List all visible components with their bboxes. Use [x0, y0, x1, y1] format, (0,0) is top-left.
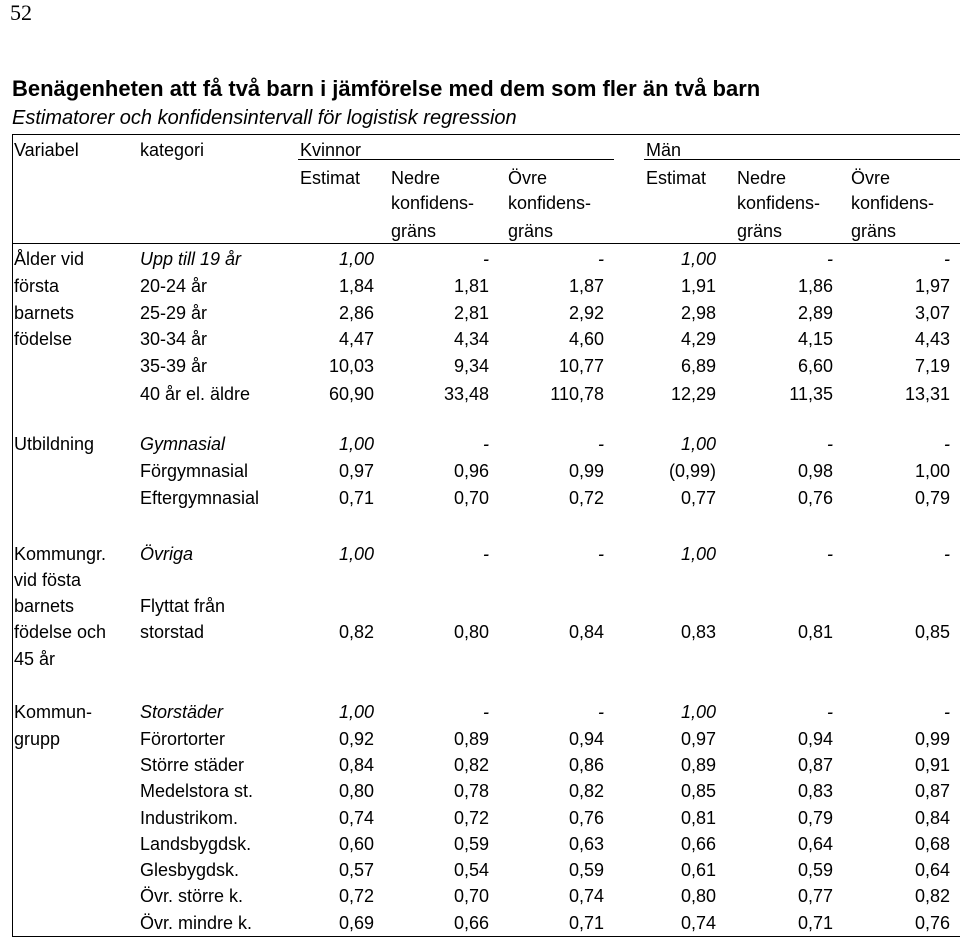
category-label: 25-29 år: [140, 303, 208, 323]
header-ovre: Övre: [851, 168, 891, 188]
man-estimat-value: (0,99): [668, 461, 716, 481]
man-estimat-value: 0,89: [680, 755, 716, 775]
variable-label: barnets: [14, 596, 75, 616]
kvinnor-estimat-value: 1,00: [338, 702, 374, 722]
header-estimat: Estimat: [646, 168, 707, 188]
header-ovre: gräns: [508, 221, 554, 241]
variable-label: Kommungr.: [14, 544, 107, 564]
kvinnor-estimat-value: 0,57: [338, 860, 374, 880]
kvinnor-estimat-value: 0,97: [338, 461, 374, 481]
man-estimat-value: 0,81: [680, 808, 716, 828]
man-ovre-value: 0,99: [914, 729, 950, 749]
man-estimat-value: 0,61: [680, 860, 716, 880]
man-estimat-value: 4,29: [680, 329, 716, 349]
kvinnor-estimat-value: 0,82: [338, 622, 374, 642]
kvinnor-nedre-value: -: [483, 249, 489, 269]
man-ovre-value: 0,91: [914, 755, 950, 775]
kvinnor-nedre-value: 2,81: [453, 303, 489, 323]
man-estimat-value: 1,00: [680, 702, 716, 722]
kvinnor-estimat-value: 0,74: [338, 808, 374, 828]
kvinnor-estimat-value: 1,84: [338, 276, 374, 296]
variable-label: vid fösta: [14, 570, 82, 590]
man-estimat-value: 2,98: [680, 303, 716, 323]
kvinnor-ovre-value: 1,87: [568, 276, 604, 296]
header-nedre: Nedre: [391, 168, 441, 188]
kvinnor-estimat-value: 0,92: [338, 729, 374, 749]
man-nedre-value: -: [827, 249, 833, 269]
man-nedre-value: -: [827, 702, 833, 722]
man-estimat-value: 0,80: [680, 886, 716, 906]
man-nedre-value: 0,79: [797, 808, 833, 828]
kvinnor-nedre-value: 0,70: [453, 488, 489, 508]
category-label: Industrikom.: [140, 808, 239, 828]
category-label: Gymnasial: [140, 434, 226, 454]
man-nedre-value: 0,71: [797, 913, 833, 933]
man-ovre-value: 7,19: [914, 356, 950, 376]
kvinnor-ovre-value: 4,60: [568, 329, 604, 349]
man-ovre-value: 1,00: [914, 461, 950, 481]
man-nedre-value: 0,81: [797, 622, 833, 642]
header-nedre: konfidens-: [391, 193, 475, 213]
kvinnor-ovre-value: 0,86: [568, 755, 604, 775]
man-estimat-value: 12,29: [670, 384, 716, 404]
man-nedre-value: 0,98: [797, 461, 833, 481]
kvinnor-ovre-value: 2,92: [568, 303, 604, 323]
variable-label: födelse och: [14, 622, 107, 642]
category-label: 40 år el. äldre: [140, 384, 251, 404]
category-label: Övriga: [140, 544, 194, 564]
kvinnor-nedre-value: 0,72: [453, 808, 489, 828]
man-estimat-value: 0,77: [680, 488, 716, 508]
man-estimat-value: 0,85: [680, 781, 716, 801]
variable-label: Kommun-: [14, 702, 93, 722]
kvinnor-ovre-value: 0,63: [568, 834, 604, 854]
category-label: Landsbygdsk.: [140, 834, 252, 854]
man-ovre-value: -: [944, 702, 950, 722]
header-bottom-rule: [12, 243, 960, 244]
header-ovre: konfidens-: [508, 193, 592, 213]
table-subtitle: Estimatorer och konfidensintervall för logistisk regression: [12, 107, 517, 129]
man-nedre-value: 0,64: [797, 834, 833, 854]
header-kategori: kategori: [140, 140, 205, 160]
kvinnor-nedre-value: 0,80: [453, 622, 489, 642]
man-ovre-value: 0,85: [914, 622, 950, 642]
variable-label: Ålder vid: [14, 249, 85, 269]
kvinnor-nedre-value: 0,70: [453, 886, 489, 906]
kvinnor-ovre-value: 0,59: [568, 860, 604, 880]
man-estimat-value: 0,66: [680, 834, 716, 854]
kvinnor-estimat-value: 1,00: [338, 434, 374, 454]
man-ovre-value: 0,84: [914, 808, 950, 828]
man-ovre-value: 0,68: [914, 834, 950, 854]
category-label: 35-39 år: [140, 356, 208, 376]
man-ovre-value: 0,82: [914, 886, 950, 906]
man-nedre-value: 0,76: [797, 488, 833, 508]
man-nedre-value: 1,86: [797, 276, 833, 296]
kvinnor-nedre-value: 0,78: [453, 781, 489, 801]
kvinnor-ovre-value: 0,71: [568, 913, 604, 933]
kvinnor-estimat-value: 0,84: [338, 755, 374, 775]
category-label: 30-34 år: [140, 329, 208, 349]
table-top-rule: [12, 134, 960, 135]
man-nedre-value: 0,87: [797, 755, 833, 775]
header-man: Män: [646, 140, 682, 160]
kvinnor-ovre-value: -: [598, 249, 604, 269]
category-label: Flyttat från: [140, 596, 226, 616]
man-ovre-value: -: [944, 434, 950, 454]
kvinnor-estimat-value: 60,90: [328, 384, 374, 404]
kvinnor-ovre-value: -: [598, 544, 604, 564]
kvinnor-ovre-value: 0,72: [568, 488, 604, 508]
man-estimat-value: 1,00: [680, 544, 716, 564]
man-estimat-value: 1,91: [680, 276, 716, 296]
man-ovre-value: 0,87: [914, 781, 950, 801]
table-title: Benägenheten att få två barn i jämförelse med dem som fler än två barn: [12, 76, 761, 101]
man-ovre-value: 13,31: [904, 384, 950, 404]
man-ovre-value: -: [944, 544, 950, 564]
kvinnor-estimat-value: 10,03: [328, 356, 374, 376]
man-nedre-value: -: [827, 544, 833, 564]
kvinnor-estimat-value: 2,86: [338, 303, 374, 323]
header-variabel: Variabel: [14, 140, 79, 160]
man-nedre-value: 2,89: [797, 303, 833, 323]
kvinnor-estimat-value: 1,00: [338, 544, 374, 564]
header-ovre: Övre: [508, 168, 548, 188]
kvinnor-nedre-value: 0,59: [453, 834, 489, 854]
category-label: Förortorter: [140, 729, 226, 749]
variable-label: grupp: [14, 729, 61, 749]
header-nedre: konfidens-: [737, 193, 821, 213]
header-nedre: Nedre: [737, 168, 787, 188]
category-label: Eftergymnasial: [140, 488, 260, 508]
kvinnor-estimat-value: 0,80: [338, 781, 374, 801]
kvinnor-nedre-value: 0,66: [453, 913, 489, 933]
category-label: Större städer: [140, 755, 245, 775]
kvinnor-estimat-value: 0,60: [338, 834, 374, 854]
man-estimat-value: 1,00: [680, 249, 716, 269]
kvinnor-estimat-value: 0,72: [338, 886, 374, 906]
man-estimat-value: 0,83: [680, 622, 716, 642]
man-ovre-value: -: [944, 249, 950, 269]
kvinnor-estimat-value: 0,69: [338, 913, 374, 933]
header-kvinnor: Kvinnor: [300, 140, 362, 160]
kvinnor-ovre-value: -: [598, 702, 604, 722]
kvinnor-ovre-value: 0,84: [568, 622, 604, 642]
man-ovre-value: 3,07: [914, 303, 950, 323]
variable-label: första: [14, 276, 60, 296]
header-nedre: gräns: [737, 221, 783, 241]
man-nedre-value: 0,83: [797, 781, 833, 801]
kvinnor-nedre-value: 33,48: [443, 384, 489, 404]
kvinnor-nedre-value: 0,89: [453, 729, 489, 749]
header-nedre: gräns: [391, 221, 437, 241]
kvinnor-ovre-value: 110,78: [550, 384, 604, 404]
man-estimat-value: 0,74: [680, 913, 716, 933]
man-nedre-value: -: [827, 434, 833, 454]
category-label: Övr. mindre k.: [140, 913, 253, 933]
man-nedre-value: 6,60: [797, 356, 833, 376]
kvinnor-ovre-value: 10,77: [558, 356, 604, 376]
category-label: Upp till 19 år: [140, 249, 242, 269]
header-estimat: Estimat: [300, 168, 361, 188]
man-nedre-value: 4,15: [797, 329, 833, 349]
table-bottom-rule: [12, 936, 960, 937]
variable-label: Utbildning: [14, 434, 95, 454]
man-estimat-value: 6,89: [680, 356, 716, 376]
kvinnor-nedre-value: 1,81: [453, 276, 489, 296]
category-label: Förgymnasial: [140, 461, 249, 481]
kvinnor-nedre-value: 0,82: [453, 755, 489, 775]
kvinnor-ovre-value: 0,74: [568, 886, 604, 906]
kvinnor-nedre-value: 0,96: [453, 461, 489, 481]
man-nedre-value: 0,59: [797, 860, 833, 880]
kvinnor-ovre-value: 0,82: [568, 781, 604, 801]
man-nedre-value: 11,35: [789, 384, 833, 404]
header-ovre: konfidens-: [851, 193, 935, 213]
kvinnor-estimat-value: 1,00: [338, 249, 374, 269]
kvinnor-nedre-value: -: [483, 702, 489, 722]
kvinnor-ovre-value: -: [598, 434, 604, 454]
kvinnor-nedre-value: 4,34: [453, 329, 489, 349]
table-left-rule: [12, 134, 13, 936]
variable-label: 45 år: [14, 649, 56, 669]
kvinnor-nedre-value: 0,54: [453, 860, 489, 880]
category-label: Övr. större k.: [140, 886, 244, 906]
kvinnor-nedre-value: 9,34: [453, 356, 489, 376]
category-label: Medelstora st.: [140, 781, 254, 801]
category-label: 20-24 år: [140, 276, 208, 296]
man-ovre-value: 0,76: [914, 913, 950, 933]
man-rule: [644, 159, 960, 160]
man-ovre-value: 0,79: [914, 488, 950, 508]
kvinnor-nedre-value: -: [483, 434, 489, 454]
man-estimat-value: 0,97: [680, 729, 716, 749]
kvinnor-ovre-value: 0,94: [568, 729, 604, 749]
category-label: Storstäder: [140, 702, 224, 722]
man-ovre-value: 1,97: [914, 276, 950, 296]
man-estimat-value: 1,00: [680, 434, 716, 454]
kvinnor-nedre-value: -: [483, 544, 489, 564]
variable-label: barnets: [14, 303, 75, 323]
man-ovre-value: 4,43: [914, 329, 950, 349]
man-nedre-value: 0,94: [797, 729, 833, 749]
variable-label: födelse: [14, 329, 73, 349]
kvinnor-ovre-value: 0,76: [568, 808, 604, 828]
header-ovre: gräns: [851, 221, 897, 241]
kvinnor-estimat-value: 0,71: [338, 488, 374, 508]
man-nedre-value: 0,77: [797, 886, 833, 906]
category-label: storstad: [140, 622, 205, 642]
page-number: 52: [10, 0, 32, 25]
kvinnor-estimat-value: 4,47: [338, 329, 374, 349]
kvinnor-ovre-value: 0,99: [568, 461, 604, 481]
man-ovre-value: 0,64: [914, 860, 950, 880]
category-label: Glesbygdsk.: [140, 860, 240, 880]
